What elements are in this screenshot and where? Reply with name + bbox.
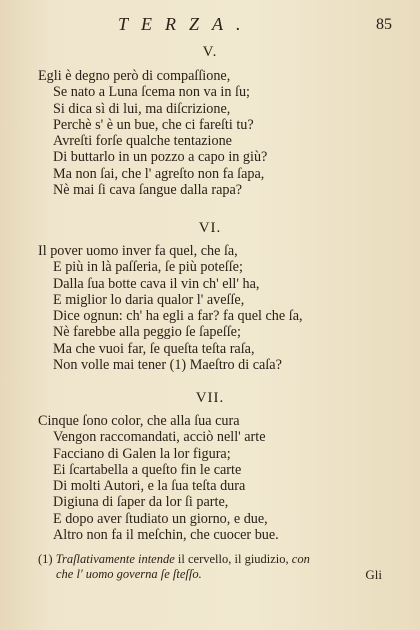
verse-line: Cinque ſono color, che alla ſua cura [38,413,240,429]
verse-line: Altro non fa il meſchin, che cuocer bue. [53,527,279,544]
verse-line: Non volle mai tener (1) Maeſtro di caſa? [53,357,282,374]
running-title: TERZA. [118,14,254,34]
verse-line: Digiuna di ſaper da lor ſi parte, [53,494,229,511]
footnote-italic-text: Traſlativamente intende [55,552,175,566]
verse-line: Ma non ſai, che l' agreſto non fa ſapa, [53,165,265,182]
verse-line: Il pover uomo inver fa quel, che ſa, [38,243,238,259]
verse-line: Facciano di Galen la lor figura; [53,445,231,462]
verse-line: Vengon raccomandati, acciò nell' arte [53,429,266,446]
stanza-number: V. [202,44,218,60]
stanza [38,413,398,543]
verse-line: Perchè s' è un bue, che ci fareſti tu? [53,116,254,133]
page-number: 85 [376,16,392,33]
verse-line: Ma che vuoi far, ſe queſta teſta raſa, [53,340,255,357]
verse-line: Di buttarlo in un pozzo a capo in giù? [53,149,268,166]
verse-line: Ei ſcartabella a queſto fin le carte [53,461,242,478]
footnote [38,552,398,582]
footnote-line [38,552,398,567]
footnote-line: che l' uomo governa ſe ſteſſo. [56,567,202,581]
footnote-marker: (1) [38,552,53,566]
verse-line: E più in là paſſeria, ſe più poteſſe; [53,259,243,276]
page-header [0,14,420,38]
verse-line: Egli è degno però di compaſſione, [38,68,231,84]
verse-line: E dopo aver ſtudiato un giorno, e due, [53,510,268,527]
verse-line: Se nato a Luna ſcema non va in ſu; [53,84,250,101]
verse-line: Nè mai ſi cava ſangue dalla rapa? [53,182,243,199]
verse-line: Nè farebbe alla peggio ſe ſapeſſe; [53,324,241,341]
stanza [38,68,398,198]
stanza-number: VII. [195,390,225,406]
catchword: Gli [365,567,382,582]
verse-line: Di molti Autori, e la ſua teſta dura [53,478,246,495]
verse-line: Dalla ſua botte cava il vin ch' ell' ha, [53,275,260,292]
verse-line: Dice ognun: ch' ha egli a far? fa quel che ſa, [53,308,303,325]
footnote-italic-text: con [291,552,310,566]
verse-line: Avreſti forſe qualche tentazione [53,133,232,150]
stanza [38,243,398,373]
verse-line: E miglior lo daria qualor l' aveſſe, [53,291,245,308]
stanza-number: VI. [198,220,222,236]
footnote-text: il cervello, il giudizio, [177,552,289,566]
verse-line: Si dica sì di lui, ma diſcrizione, [53,100,231,117]
